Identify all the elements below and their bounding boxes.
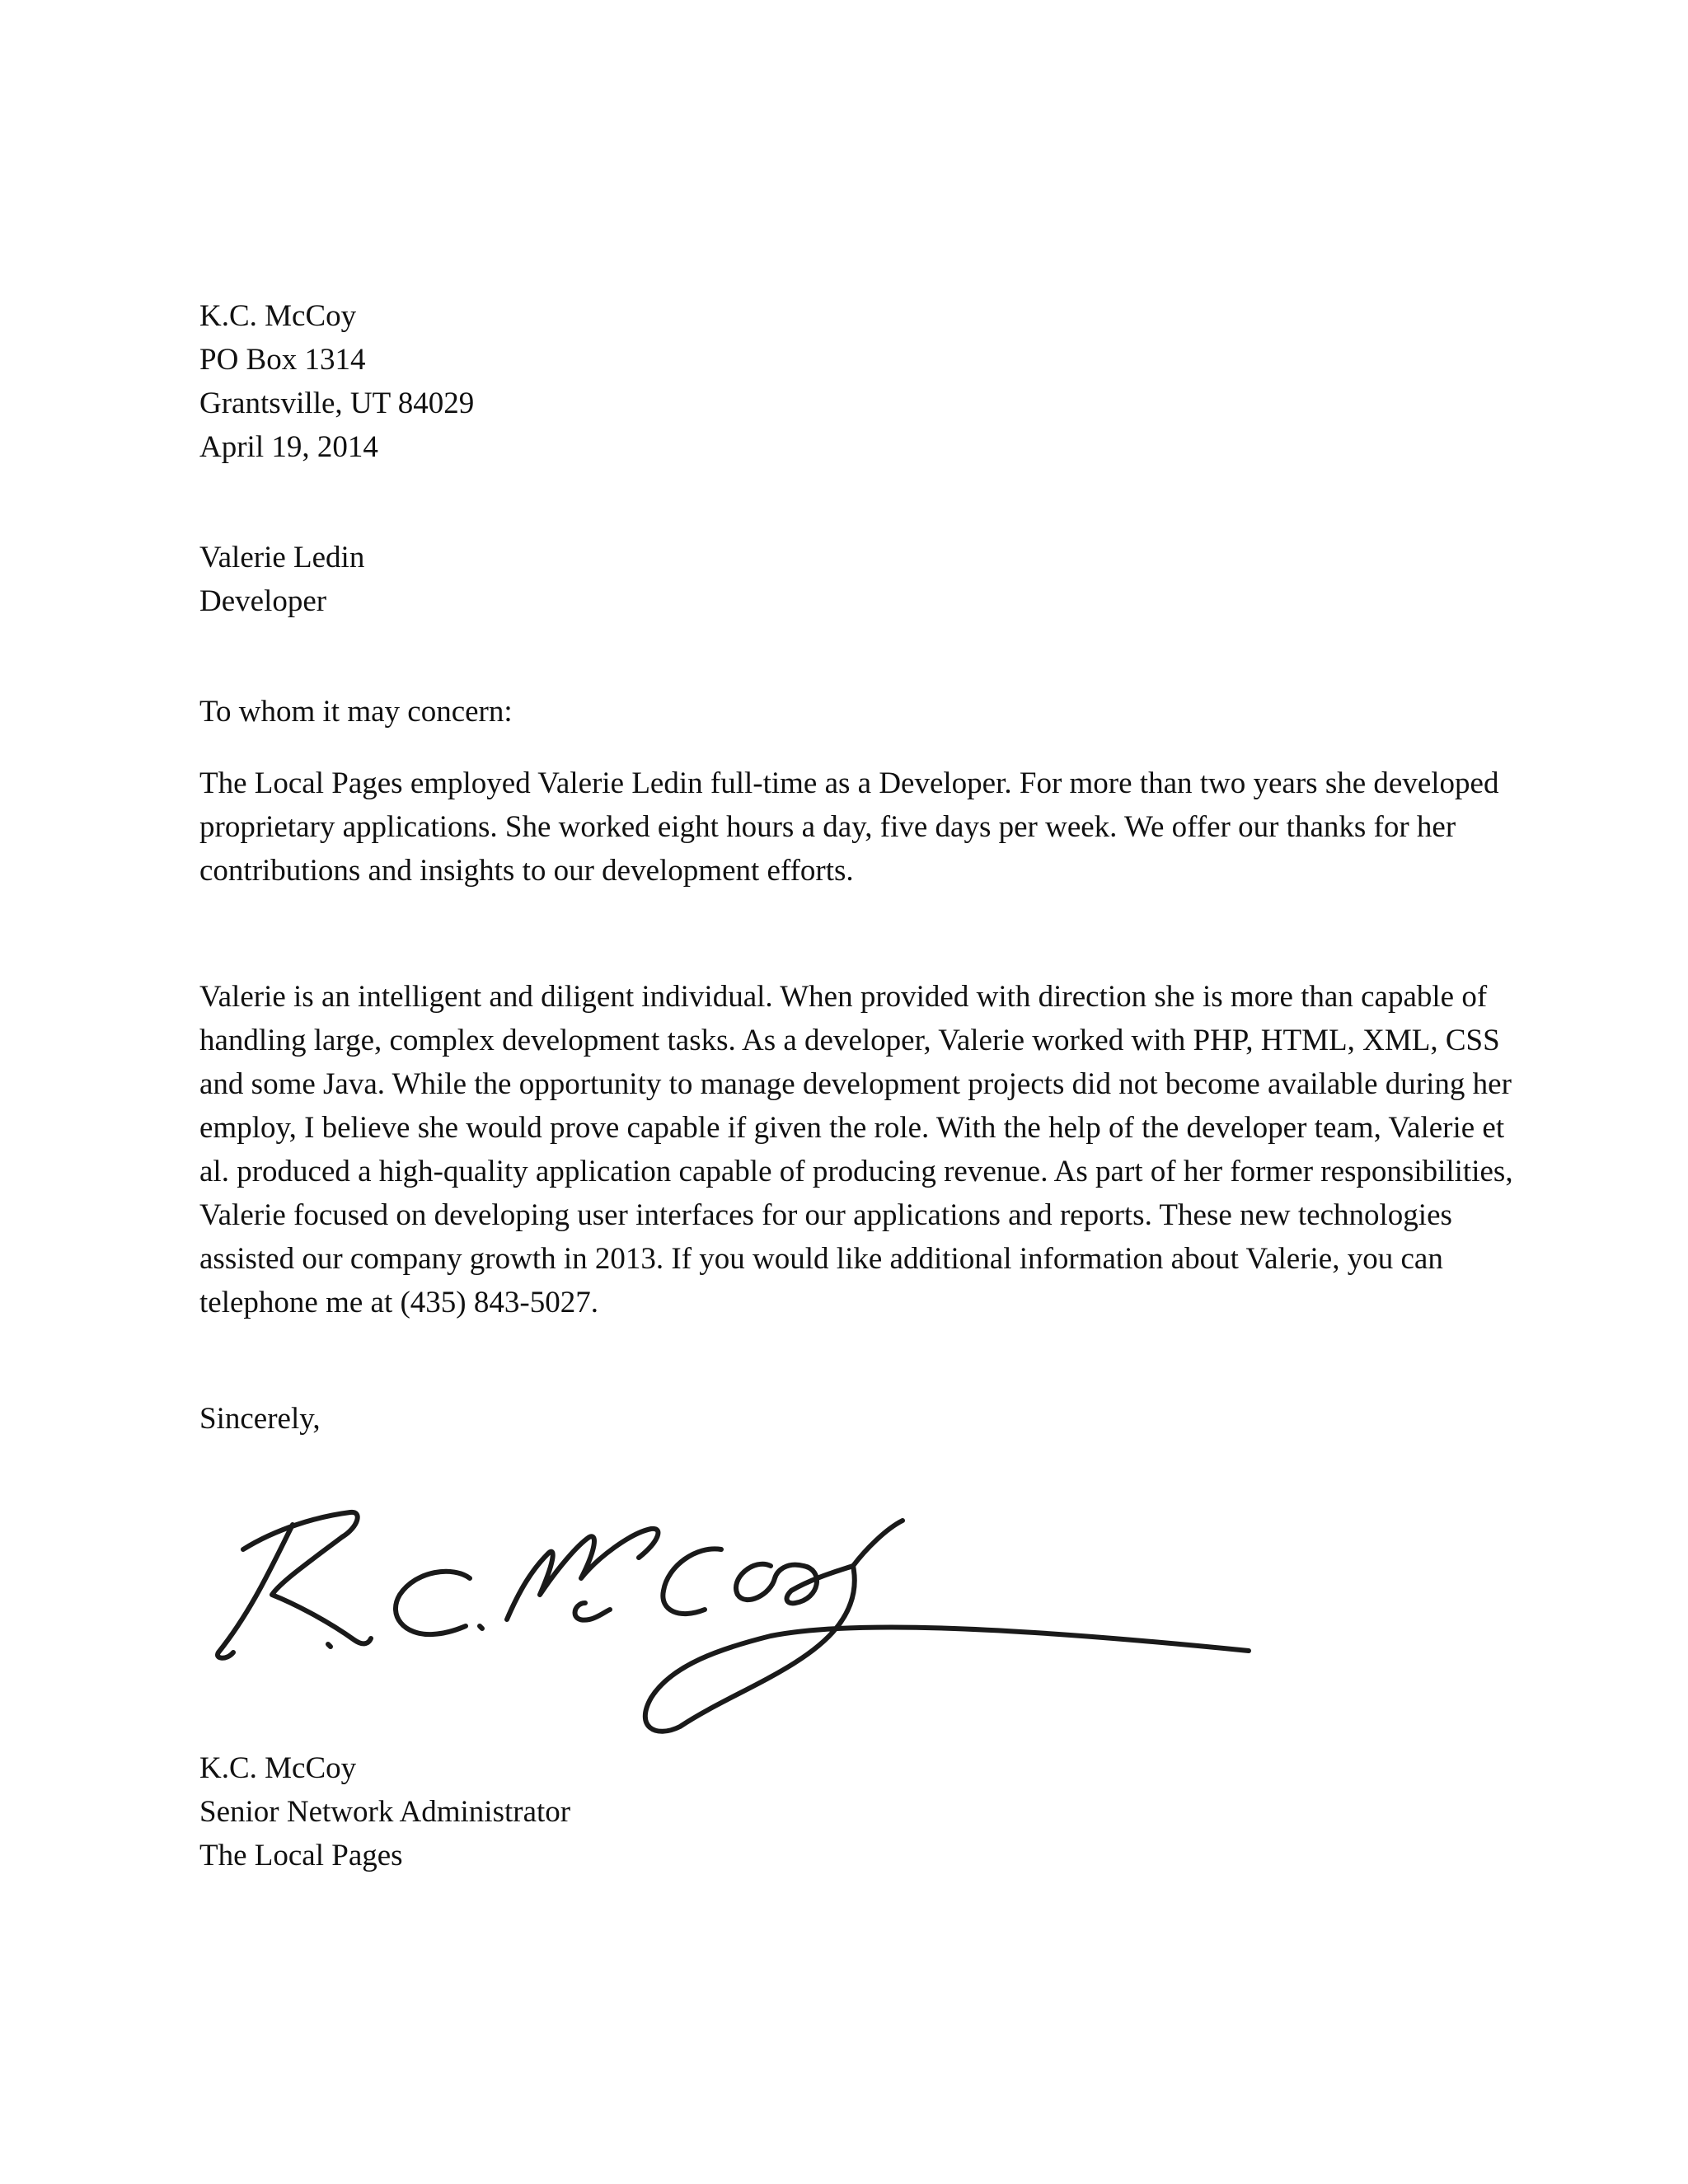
signature-stroke-small-c [575, 1603, 611, 1620]
sender-name: K.C. McCoy [199, 299, 357, 333]
signature-block [199, 1746, 1502, 1877]
recipient-name: Valerie Ledin [199, 541, 365, 574]
signature-dot-1 [328, 1644, 331, 1647]
salutation: To whom it may concern: [199, 695, 513, 729]
body-paragraph-1: The Local Pages employed Valerie Ledin full-time as a Developer. For more than two years she developed proprietary applications. She worked eight hours a day, five days per week. We offer our thanks for her contributions and insights to our development efforts. [199, 766, 1499, 888]
recipient-title: Developer [199, 584, 327, 618]
handwritten-signature [194, 1488, 1257, 1743]
signature-stroke-c2 [663, 1549, 721, 1614]
signature-drawing [194, 1488, 1257, 1743]
signature-stroke-oy [645, 1564, 1249, 1732]
signature-stroke-c [396, 1572, 470, 1634]
signature-stroke-k2 [243, 1512, 371, 1643]
sender-address-block [199, 294, 1502, 469]
body-paragraph-2: Valerie is an intelligent and diligent individual. When provided with direction she is more than capable of handling large, complex development tasks. As a developer, Valerie worked with PHP, HTML, XML, CSS and some Java. While the opportunity to manage development projects did not become available during her employ, I believe she would prove capable if given the role. With the help of the developer team, Valerie et al. produced a high-quality application capable of producing revenue. As part of her former responsibilities, Valerie focused on developing user interfaces for our applications and reports. These new technologies assisted our company growth in 2013. If you would like additional information about Valerie, you can telephone me at (435) 843-5027. [199, 980, 1513, 1319]
closing: Sincerely, [199, 1402, 321, 1436]
letter-date: April 19, 2014 [199, 430, 378, 464]
signer-company: The Local Pages [199, 1839, 403, 1872]
sender-address-line2: Grantsville, UT 84029 [199, 387, 475, 420]
recipient-block [199, 536, 1502, 623]
signer-title: Senior Network Administrator [199, 1795, 571, 1829]
signature-stroke-y-top [853, 1521, 903, 1566]
sender-address-line1: PO Box 1314 [199, 343, 366, 377]
signature-dot-2 [480, 1626, 482, 1629]
signer-name: K.C. McCoy [199, 1751, 357, 1785]
